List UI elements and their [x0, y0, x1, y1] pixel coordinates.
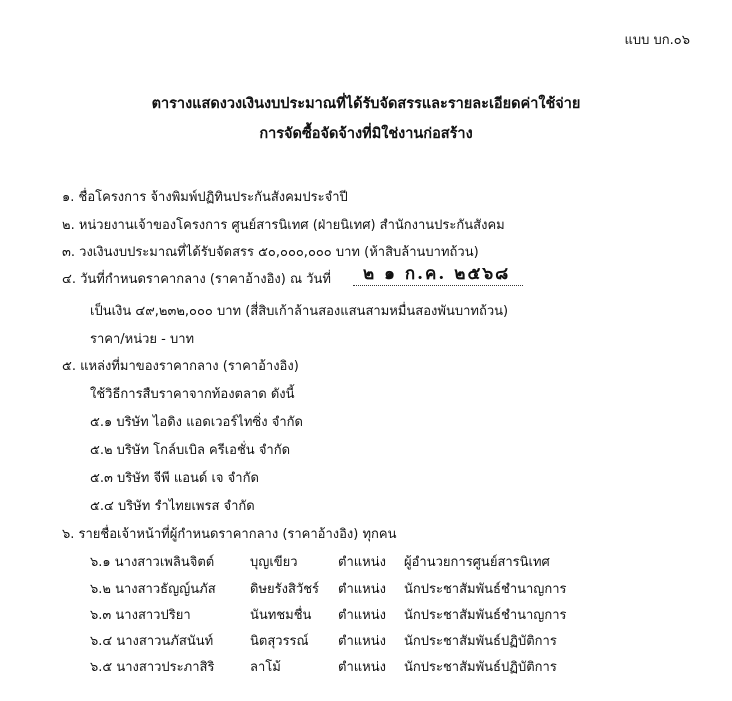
officer-3-position-label: ตำแหน่ง [338, 608, 386, 623]
officer-1-surname: บุญเขียว [250, 555, 298, 570]
source-company-1: ๕.๑ บริษัท ไอดิง แอดเวอร์ไทซิ่ง จำกัด [90, 415, 303, 430]
officer-2-name: ๖.๒ นางสาวธัญญ์นภัส [90, 582, 216, 597]
form-code: แบบ บก.๐๖ [624, 33, 690, 48]
officer-5-surname: ลาโม้ [250, 660, 281, 675]
item-2-project-owner: ๒. หน่วยงานเจ้าของโครงการ ศูนย์สารนิเทศ (ฝ่ายนิเทศ) สำนักงานประกันสังคม [62, 218, 505, 233]
item-4-unit-price: ราคา/หน่วย - บาท [90, 332, 195, 347]
officer-1-position-label: ตำแหน่ง [338, 555, 386, 570]
source-company-2: ๕.๒ บริษัท โกล์บเบิล ครีเอชั่น จำกัด [90, 443, 291, 458]
officer-3-name: ๖.๓ นางสาวปริยา [90, 608, 191, 623]
item-1-project-name: ๑. ชื่อโครงการ จ้างพิมพ์ปฏิทินประกันสังคมประจำปี [62, 190, 348, 205]
document-title-line-2: การจัดซื้อจัดจ้างที่มิใช่งานก่อสร้าง [259, 126, 473, 142]
item-4-amount: เป็นเงิน ๔๙,๒๓๒,๐๐๐ บาท (สี่สิบเก้าล้านสองแสนสามหมื่นสองพันบาทถ้วน) [90, 304, 509, 319]
document-title-line-1: ตารางแสดงวงเงินงบประมาณที่ได้รับจัดสรรและรายละเอียดค่าใช้จ่าย [151, 96, 581, 112]
item-3-budget: ๓. วงเงินงบประมาณที่ได้รับจัดสรร ๕๐,๐๐๐,๐๐๐ บาท (ห้าสิบล้านบาทถ้วน) [62, 245, 479, 260]
officer-3-position: นักประชาสัมพันธ์ชำนาญการ [404, 608, 567, 623]
officer-5-name: ๖.๕ นางสาวประภาสิริ [90, 660, 215, 675]
officer-2-position-label: ตำแหน่ง [338, 582, 386, 597]
source-company-3: ๕.๓ บริษัท จีพี แอนด์ เจ จำกัด [90, 471, 259, 486]
officer-4-position: นักประชาสัมพันธ์ปฏิบัติการ [404, 634, 557, 649]
source-company-4: ๕.๔ บริษัท รำไทยเพรส จำกัด [90, 499, 255, 514]
officer-3-surname: นันทชมชื่น [250, 608, 312, 623]
officer-2-position: นักประชาสัมพันธ์ชำนาญการ [404, 582, 567, 597]
officer-1-position: ผู้อำนวยการศูนย์สารนิเทศ [404, 555, 550, 570]
item-6-officers-label: ๖. รายชื่อเจ้าหน้าที่ผู้กำหนดราคากลาง (ราคาอ้างอิง) ทุกคน [62, 527, 397, 542]
officer-2-surname: ดิษยรังสิวัชร์ [250, 582, 319, 597]
officer-4-position-label: ตำแหน่ง [338, 634, 386, 649]
officer-1-name: ๖.๑ นางสาวเพลินจิตต์ [90, 555, 215, 570]
officer-5-position: นักประชาสัมพันธ์ปฏิบัติการ [404, 660, 557, 675]
officer-5-position-label: ตำแหน่ง [338, 660, 386, 675]
item-4-reference-date-value: ๒ ๑ ก.ค. ๒๕๖๘ [363, 264, 511, 284]
item-5-source-label: ๕. แหล่งที่มาของราคากลาง (ราคาอ้างอิง) [62, 359, 299, 374]
officer-4-name: ๖.๔ นางสาวนภัสนันท์ [90, 634, 214, 649]
officer-4-surname: นิตสุวรรณ์ [250, 634, 309, 649]
item-5-method: ใช้วิธีการสืบราคาจากท้องตลาด ดังนี้ [90, 387, 295, 402]
item-4-reference-date-label: ๔. วันที่กำหนดราคากลาง (ราคาอ้างอิง) ณ วันที่ [62, 272, 331, 287]
